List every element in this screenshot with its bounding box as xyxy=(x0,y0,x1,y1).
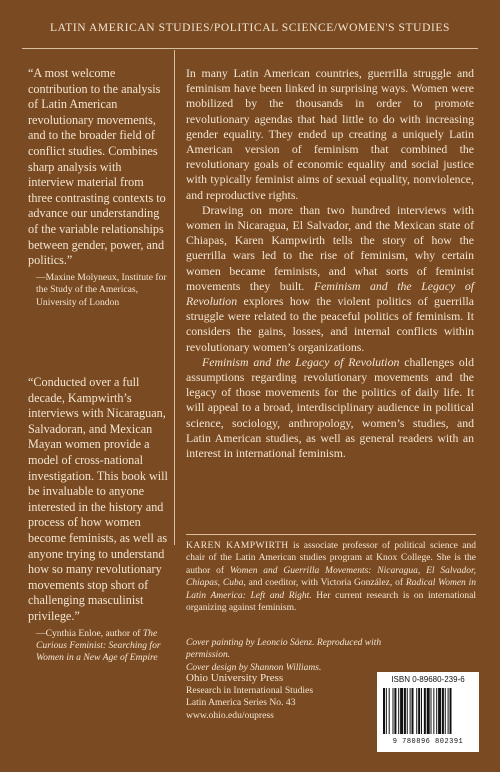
description-paragraph-3 xyxy=(186,355,474,461)
endorsement-quote-1 xyxy=(28,66,170,309)
author-bio xyxy=(186,540,476,614)
publisher-url: www.ohio.edu/oupress xyxy=(186,709,274,721)
bio-text-c: Her current research is on international organizing against feminism. xyxy=(186,590,476,614)
p2-text-a: Drawing on more than two hundred interviews with women in Nicaragua, El Salvador, and the Mexican state of Chiapas, Karen Kampwirth tells the story of how the guerrilla wars led to the rise of feminism, why certain women became feminists, and what sorts of feminist movements they built. xyxy=(186,202,474,293)
attribution-book-title: The Curious Feminist: Searching for Women in a New Age of Empire xyxy=(36,627,161,664)
subject-header: LATIN AMERICAN STUDIES/POLITICAL SCIENCE/WOMEN'S STUDIES xyxy=(49,22,451,34)
quote-text: “A most welcome contribution to the analysis of Latin American revolutionary movements, and to the broader field of conflict studies. Combines sharp analysis with interview material from three contrasting contexts to advance our understanding of the variable relationships between gender, power, and politics.” xyxy=(28,66,166,268)
attribution-prefix: —Cynthia Enloe, author of xyxy=(36,627,143,639)
p2-text-b: explores how the violent politics of guerrilla struggle were related to the peaceful politics of feminism. It considers the gains, losses, and internal conflicts within revolutionary women’s organizations. xyxy=(186,294,474,354)
cover-painting-credit: Cover painting by Leoncio Sáenz. Reproduced with permission. xyxy=(186,638,382,661)
publisher-name: Ohio University Press xyxy=(186,672,284,684)
bio-text-a: is associate professor of political science and chair of the Latin American studies program at Knox College. She is the author of xyxy=(186,541,476,576)
isbn-label: ISBN 0-89680-239-6 xyxy=(391,675,465,684)
author-name: KAREN KAMPWIRTH xyxy=(186,541,289,551)
column-divider xyxy=(174,50,175,545)
cover-credits xyxy=(186,637,386,674)
description-paragraph-1: In many Latin American countries, guerrilla struggle and feminism have been linked in surprising ways. Women were mobilized by the thousands in order to promote revolutionary agendas that had little to do with increasing gender equality. They ended up creating a uniquely Latin American version of feminism that combined the revolutionary goals of economic equality and social justice with typically feminist aims of sexual equality, nonviolence, and reproductive rights. xyxy=(186,66,474,202)
book-description xyxy=(186,66,474,461)
series-name: Research in International Studies xyxy=(186,684,314,696)
quote-attribution xyxy=(28,628,170,665)
p2-book-title: Feminism and the Legacy of Revolution xyxy=(186,278,475,309)
p3-book-title: Feminism and the Legacy of Revolution xyxy=(202,354,400,369)
bio-text-b: and coeditor, with Victoria González, of xyxy=(245,578,406,589)
publisher-info xyxy=(186,672,376,722)
quote-text: “Conducted over a full decade, Kampwirth’s interviews with Nicaraguan, Salvadoran, and Mexican Mayan women provide a model of cross-national investigation. This book will be invaluable to anyone interested in the history and process of how women become feminists, as well as anyone trying to understand how so many revolutionary movements stop short of challenging masculinist privilege.” xyxy=(28,375,168,623)
p3-text-b: challenges old assumptions regarding revolutionary movements and the legacy of those movements for the politics of daily life. It will appeal to a broad, interdisciplinary audience in political science, sociology, anthropology, women’s studies, and Latin American studies, as well as general readers with an interest in international feminism. xyxy=(186,354,474,461)
barcode-block xyxy=(377,672,479,752)
barcode-icon xyxy=(377,684,479,738)
bio-rule xyxy=(186,534,476,535)
bio-book-1: Women and Guerrilla Movements: Nicaragua, El Salvador, Chiapas, Cuba, xyxy=(186,565,477,589)
description-paragraph-2 xyxy=(186,203,474,355)
top-rule xyxy=(22,48,478,49)
bio-book-2: Radical Women in Latin America: Left and Right. xyxy=(186,578,477,601)
cover-design-credit: Cover design by Shannon Williams. xyxy=(186,662,322,673)
endorsement-quote-2 xyxy=(28,375,170,665)
quote-attribution: —Maxine Molyneux, Institute for the Study of the Americas, University of London xyxy=(36,271,167,308)
barcode-digits: 9 780896 802391 xyxy=(392,738,464,746)
series-number: Latin America Series No. 43 xyxy=(186,697,296,709)
